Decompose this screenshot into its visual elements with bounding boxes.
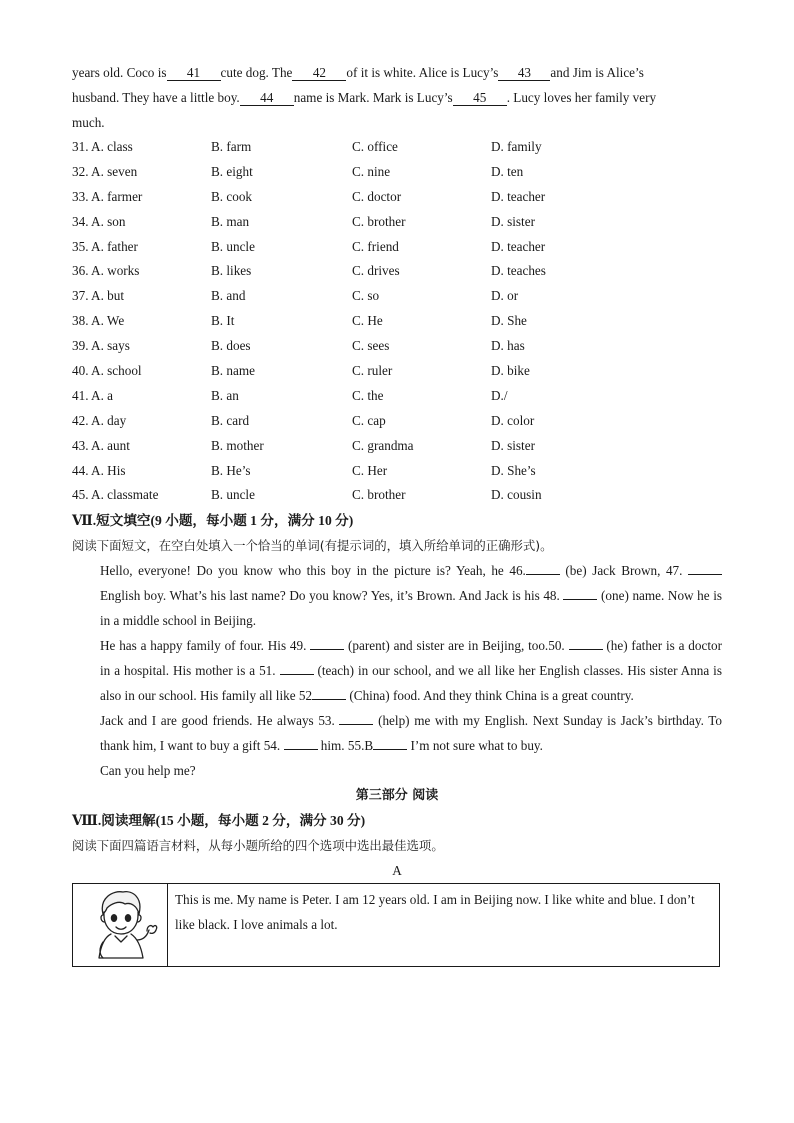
option-c[interactable]: C. so <box>352 288 380 304</box>
option-c[interactable]: C. brother <box>352 213 406 229</box>
option-c[interactable]: C. grandma <box>352 437 414 453</box>
section-7-instruction: 阅读下面短文，在空白处填入一个恰当的单词(有提示词的，填入所给单词的正确形式)。 <box>72 538 553 554</box>
option-row <box>72 434 722 459</box>
option-b[interactable]: B. card <box>211 412 250 428</box>
option-a[interactable]: 39. A. says <box>72 338 130 354</box>
blank-43: 43 <box>498 66 550 81</box>
option-b[interactable]: B. likes <box>211 263 252 279</box>
section-7-paragraph-1: Hello, everyone! Do you know who this boy in the picture is? Yeah, he 46. (be) Jack Brown, 47. English boy. What’s his last name? Do you know? Yes, it’s Brown. And Jack is his 48. (one) name. Now he is in a middle school in Beijing. <box>100 563 723 629</box>
option-a[interactable]: 32. A. seven <box>72 163 138 179</box>
passage-line-3: much. <box>72 115 105 130</box>
option-a[interactable]: 43. A. aunt <box>72 437 130 453</box>
option-row <box>72 384 722 409</box>
option-c[interactable]: C. friend <box>352 238 399 254</box>
option-a[interactable]: 35. A. father <box>72 238 138 254</box>
blank-42: 42 <box>292 66 346 81</box>
section-8-heading: Ⅷ.阅读理解(15 小题，每小题 2 分，满分 30 分) <box>72 813 366 829</box>
option-d[interactable]: D. teaches <box>491 263 546 279</box>
blank-54[interactable] <box>284 736 318 750</box>
option-d[interactable]: D. bike <box>491 363 530 379</box>
section-7-paragraph-3: Jack and I are good friends. He always 53. (help) me with my English. Next Sunday is Jack’s birthday. To thank him, I want to buy a gift 54. him. 55.B I’m not sure what to buy. <box>100 713 722 754</box>
option-c[interactable]: C. cap <box>352 412 386 428</box>
option-a[interactable]: 40. A. school <box>72 363 142 379</box>
option-b[interactable]: B. It <box>211 313 235 329</box>
option-b[interactable]: B. uncle <box>211 238 255 254</box>
option-a[interactable]: 38. A. We <box>72 313 125 329</box>
section-7-paragraph-2: He has a happy family of four. His 49. (parent) and sister are in Beijing, too.50. (he) father is a doctor in a hospital. His mother is a 51. (teach) in our school, and we all like her English classes. His sister Anna is also in our school. His family all like 52 (China) food. And they think China is a great country. <box>100 638 722 704</box>
option-row <box>72 483 722 508</box>
option-b[interactable]: B. mother <box>211 437 264 453</box>
option-c[interactable]: C. office <box>352 139 398 154</box>
blank-45: 45 <box>453 91 507 106</box>
option-a[interactable]: 31. A. class <box>72 139 133 154</box>
option-b[interactable]: B. and <box>211 288 246 304</box>
option-c[interactable]: C. sees <box>352 338 390 354</box>
option-row <box>72 284 722 309</box>
blank-53[interactable] <box>339 711 373 725</box>
document-page <box>72 60 722 883</box>
option-c[interactable]: C. nine <box>352 163 391 179</box>
option-c[interactable]: C. doctor <box>352 188 402 204</box>
option-d[interactable]: D. or <box>491 288 519 304</box>
section-7-paragraph-4: Can you help me? <box>100 763 196 779</box>
option-a[interactable]: 42. A. day <box>72 412 127 428</box>
option-d[interactable]: D. sister <box>491 437 535 453</box>
option-c[interactable]: C. He <box>352 313 383 329</box>
blank-55[interactable] <box>373 736 407 750</box>
part-3-title: 第三部分 阅读 <box>355 788 439 804</box>
blank-50[interactable] <box>569 636 603 650</box>
option-b[interactable]: B. uncle <box>211 487 255 503</box>
blank-44: 44 <box>240 91 294 106</box>
avatar-cell <box>73 884 168 966</box>
option-d[interactable]: D. teacher <box>491 188 546 204</box>
option-row <box>72 409 722 434</box>
option-row <box>72 135 722 160</box>
option-c[interactable]: C. ruler <box>352 363 393 379</box>
blank-52[interactable] <box>312 686 346 700</box>
options-list <box>72 135 722 508</box>
option-b[interactable]: B. name <box>211 363 255 379</box>
option-d[interactable]: D. ten <box>491 163 524 179</box>
option-a[interactable]: 33. A. farmer <box>72 188 143 204</box>
option-a[interactable]: 36. A. works <box>72 263 140 279</box>
blank-51[interactable] <box>280 661 314 675</box>
option-d[interactable]: D. has <box>491 338 525 354</box>
option-d[interactable]: D. She <box>491 313 527 329</box>
option-row <box>72 185 722 210</box>
passage-a-label: A <box>392 863 402 879</box>
option-d[interactable]: D. cousin <box>491 487 542 503</box>
option-a[interactable]: 45. A. classmate <box>72 487 159 503</box>
option-b[interactable]: B. an <box>211 387 239 403</box>
blank-41: 41 <box>167 66 221 81</box>
passage-line-1: years old. Coco is 41 cute dog. The 42 of it is white. Alice is Lucy’s 43 and Jim is Alice’s <box>72 65 644 80</box>
boy-waving-icon <box>73 884 167 966</box>
passage-a-box <box>72 883 720 967</box>
option-a[interactable]: 34. A. son <box>72 213 126 229</box>
option-d[interactable]: D. family <box>491 139 542 154</box>
section-7-heading: Ⅶ.短文填空(9 小题，每小题 1 分，满分 10 分) <box>72 513 354 529</box>
option-row <box>72 210 722 235</box>
passage-a-text: This is me. My name is Peter. I am 12 years old. I am in Beijing now. I like white and blue. I don’t like black. I love animals a lot. <box>175 892 695 932</box>
option-a[interactable]: 44. A. His <box>72 462 126 478</box>
option-c[interactable]: C. Her <box>352 462 388 478</box>
option-c[interactable]: C. the <box>352 387 384 403</box>
option-row <box>72 334 722 359</box>
blank-49[interactable] <box>310 636 344 650</box>
option-c[interactable]: C. drives <box>352 263 400 279</box>
blank-48[interactable] <box>563 586 597 600</box>
passage-line-2: husband. They have a little boy. 44 name is Mark. Mark is Lucy’s 45 . Lucy loves her family very <box>72 90 657 105</box>
option-b[interactable]: B. farm <box>211 139 252 154</box>
option-d[interactable]: D. She’s <box>491 462 536 478</box>
blank-46[interactable] <box>526 561 560 575</box>
option-b[interactable]: B. He’s <box>211 462 251 478</box>
option-row <box>72 259 722 284</box>
option-d[interactable]: D. color <box>491 412 535 428</box>
option-c[interactable]: C. brother <box>352 487 406 503</box>
option-a[interactable]: 37. A. but <box>72 288 125 304</box>
option-b[interactable]: B. eight <box>211 163 253 179</box>
option-row <box>72 359 722 384</box>
option-d[interactable]: D. sister <box>491 213 535 229</box>
option-a[interactable]: 41. A. a <box>72 387 114 403</box>
section-8-instruction: 阅读下面四篇语言材料，从每小题所给的四个选项中选出最佳选项。 <box>72 838 444 854</box>
option-row <box>72 459 722 484</box>
option-row <box>72 235 722 260</box>
option-b[interactable]: B. man <box>211 213 250 229</box>
option-d[interactable]: D. teacher <box>491 238 546 254</box>
option-b[interactable]: B. cook <box>211 188 253 204</box>
option-d[interactable]: D./ <box>491 387 508 403</box>
option-b[interactable]: B. does <box>211 338 251 354</box>
option-row <box>72 160 722 185</box>
option-row <box>72 309 722 334</box>
blank-47[interactable] <box>688 561 722 575</box>
